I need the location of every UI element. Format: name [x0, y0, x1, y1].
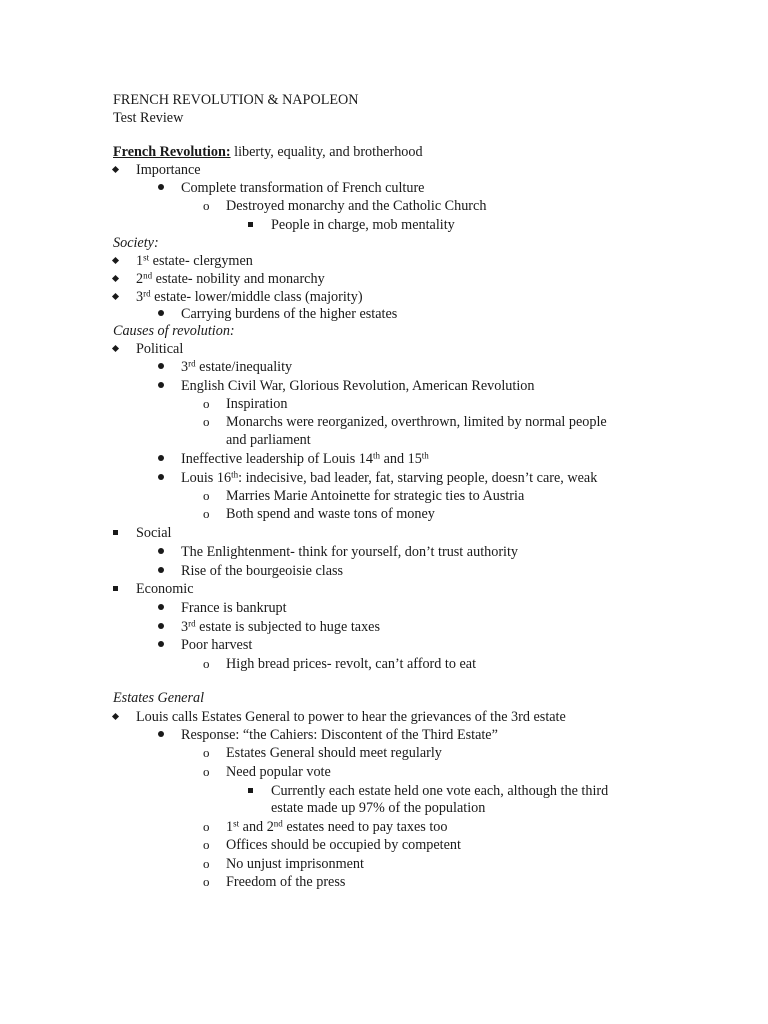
doc-title: FRENCH REVOLUTION & NAPOLEON [113, 92, 359, 108]
complete-transformation-item: Complete transformation of French culture [181, 180, 425, 196]
dot-bullet-icon [158, 305, 164, 323]
causes-heading: Causes of revolution: [113, 323, 235, 339]
freedom-press-item: Freedom of the press [226, 874, 346, 890]
fr-heading-line [113, 143, 423, 161]
meet-regularly-item: Estates General should meet regularly [226, 745, 442, 761]
circle-bullet-icon: o [203, 414, 210, 429]
doc-subtitle: Test Review [113, 110, 184, 126]
diamond-bullet-icon [113, 288, 118, 306]
carrying-burdens-item: Carrying burdens of the higher estates [181, 306, 398, 322]
circle-bullet-icon: o [203, 745, 210, 760]
political-item: Political [136, 341, 184, 357]
currently-item-line2: estate made up 97% of the population [271, 800, 486, 816]
dot-bullet-icon [158, 636, 164, 654]
monarchs-item-line2: and parliament [226, 432, 311, 448]
circle-bullet-icon: o [203, 488, 210, 503]
dot-bullet-icon [158, 562, 164, 580]
estate3-item: 3rd estate- lower/middle class (majority) [136, 288, 363, 305]
ineffective-leadership-item: Ineffective leadership of Louis 14th and 15th [181, 450, 429, 467]
estates-general-heading: Estates General [113, 690, 205, 706]
louis-calls-item: Louis calls Estates General to power to hear the grievances of the 3rd estate [136, 709, 566, 725]
circle-bullet-icon: o [203, 396, 210, 411]
no-unjust-item: No unjust imprisonment [226, 856, 364, 872]
people-in-charge-item: People in charge, mob mentality [271, 217, 455, 233]
enlightenment-item: The Enlightenment- think for yourself, don’t trust authority [181, 544, 519, 560]
poor-harvest-item: Poor harvest [181, 637, 253, 653]
importance-item: Importance [136, 162, 201, 178]
dot-bullet-icon [158, 618, 164, 636]
circle-bullet-icon: o [203, 506, 210, 521]
fr-heading: French Revolution: [113, 144, 231, 160]
offices-item: Offices should be occupied by competent [226, 837, 461, 853]
dot-bullet-icon [158, 599, 164, 617]
dot-bullet-icon [158, 543, 164, 561]
bread-prices-item: High bread prices- revolt, can’t afford to eat [226, 656, 477, 672]
dot-bullet-icon [158, 450, 164, 468]
fr-text: liberty, equality, and brotherhood [230, 144, 423, 160]
dot-bullet-icon [158, 377, 164, 395]
response-item: Response: “the Cahiers: Discontent of the Third Estate” [181, 727, 498, 743]
circle-bullet-icon: o [203, 656, 210, 671]
english-civil-war-item: English Civil War, Glorious Revolution, American Revolution [181, 378, 535, 394]
circle-bullet-icon: o [203, 819, 210, 834]
social-item: Social [136, 525, 172, 541]
square-bullet-icon [248, 216, 253, 234]
diamond-bullet-icon [113, 708, 118, 726]
circle-bullet-icon: o [203, 874, 210, 889]
estate2-item: 2nd estate- nobility and monarchy [136, 270, 325, 287]
monarchs-item-line1: Monarchs were reorganized, overthrown, limited by normal people [226, 414, 607, 430]
circle-bullet-icon: o [203, 837, 210, 852]
circle-bullet-icon: o [203, 856, 210, 871]
popular-vote-item: Need popular vote [226, 764, 331, 780]
square-bullet-icon [113, 524, 118, 542]
marries-item: Marries Marie Antoinette for strategic ties to Austria [226, 488, 525, 504]
inspiration-item: Inspiration [226, 396, 288, 412]
dot-bullet-icon [158, 358, 164, 376]
dot-bullet-icon [158, 179, 164, 197]
diamond-bullet-icon [113, 252, 118, 270]
bourgeoisie-item: Rise of the bourgeoisie class [181, 563, 344, 579]
destroyed-monarchy-item: Destroyed monarchy and the Catholic Church [226, 198, 487, 214]
estate1-item: 1st estate- clergymen [136, 252, 253, 269]
dot-bullet-icon [158, 726, 164, 744]
huge-taxes-item: 3rd estate is subjected to huge taxes [181, 618, 380, 635]
diamond-bullet-icon [113, 340, 118, 358]
square-bullet-icon [113, 580, 118, 598]
currently-item-line1: Currently each estate held one vote each, although the third [271, 783, 609, 799]
louis16-item: Louis 16th: indecisive, bad leader, fat, starving people, doesn’t care, weak [181, 469, 598, 486]
circle-bullet-icon: o [203, 198, 210, 213]
estate-inequality-item: 3rd estate/inequality [181, 358, 293, 375]
dot-bullet-icon [158, 469, 164, 487]
diamond-bullet-icon [113, 161, 118, 179]
economic-item: Economic [136, 581, 194, 597]
circle-bullet-icon: o [203, 764, 210, 779]
both-spend-item: Both spend and waste tons of money [226, 506, 435, 522]
society-heading: Society: [113, 235, 159, 251]
square-bullet-icon [248, 782, 253, 800]
diamond-bullet-icon [113, 270, 118, 288]
bankrupt-item: France is bankrupt [181, 600, 287, 616]
pay-taxes-item: 1st and 2nd estates need to pay taxes too [226, 818, 448, 835]
